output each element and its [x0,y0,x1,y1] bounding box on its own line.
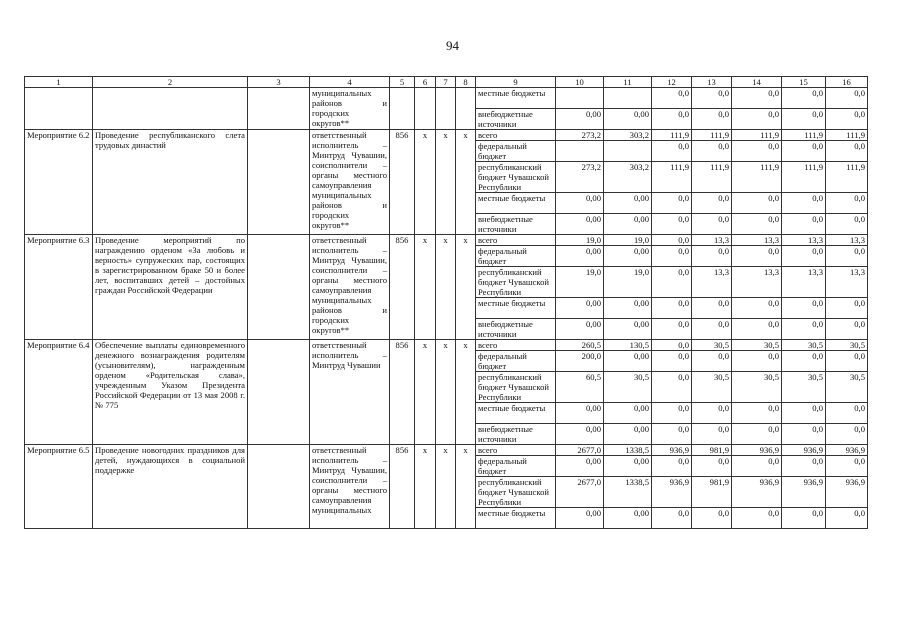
header-cell: 13 [692,77,732,88]
responsible-cell: муниципальных районов и городских округов** [310,88,390,130]
value-cell: 0,0 [652,267,692,298]
funding-source: местные бюджеты [476,403,556,424]
value-cell: 0,00 [556,508,604,529]
value-cell: 2677,0 [556,445,604,456]
code-c6: x [415,235,436,340]
table-row [25,445,868,456]
table-row [25,130,868,141]
value-cell: 0,0 [782,456,826,477]
code-cell [390,88,415,130]
value-cell: 0,0 [652,319,692,340]
event-code: Мероприятие 6.5 [25,445,93,529]
code-c7: x [436,235,456,340]
value-cell: 111,9 [732,130,782,141]
value-cell: 0,0 [732,88,782,109]
table-row [25,235,868,246]
value-cell: 0,00 [556,319,604,340]
value-cell: 111,9 [652,130,692,141]
value-cell: 0,0 [782,403,826,424]
event-code-cell [25,88,93,130]
value-cell: 0,0 [652,88,692,109]
value-cell: 0,0 [652,193,692,214]
funding-source: местные бюджеты [476,508,556,529]
value-cell: 30,5 [826,372,868,403]
value-cell: 0,0 [826,351,868,372]
code-cell [436,88,456,130]
code-cell [456,88,476,130]
responsible-cell: ответственный исполнитель – Минтруд Чувашии, соисполнители – органы местного самоуправления муниципальных [310,445,390,529]
value-cell: 0,0 [732,141,782,162]
value-cell: 30,5 [826,340,868,351]
value-cell: 0,0 [652,141,692,162]
value-cell: 0,0 [826,508,868,529]
value-cell: 13,3 [692,267,732,298]
funding-source: внебюджетные источники [476,109,556,130]
funding-source: республиканский бюджет Чувашской Республики [476,162,556,193]
value-cell: 0,0 [826,88,868,109]
value-cell: 0,00 [604,298,652,319]
value-cell: 1338,5 [604,477,652,508]
value-cell: 30,5 [782,372,826,403]
value-cell: 0,0 [826,403,868,424]
header-cell: 11 [604,77,652,88]
value-cell: 111,9 [652,162,692,193]
value-cell: 0,00 [556,298,604,319]
value-cell: 0,0 [652,214,692,235]
value-cell: 130,5 [604,340,652,351]
value-cell: 273,2 [556,162,604,193]
col3-cell [248,235,310,340]
event-code: Мероприятие 6.3 [25,235,93,340]
value-cell: 0,0 [652,372,692,403]
value-cell: 0,00 [604,351,652,372]
col3-cell [248,88,310,130]
value-cell: 0,0 [826,214,868,235]
header-cell: 6 [415,77,436,88]
value-cell: 0,0 [692,351,732,372]
funding-source: всего [476,445,556,456]
value-cell [556,88,604,109]
header-cell: 8 [456,77,476,88]
value-cell: 111,9 [692,130,732,141]
value-cell: 111,9 [826,130,868,141]
code-c5: 856 [390,130,415,235]
value-cell: 0,00 [556,214,604,235]
event-name: Проведение новогодних праздников для детей, нуждающихся в социальной поддержке [93,445,248,529]
code-c5: 856 [390,340,415,445]
value-cell: 60,5 [556,372,604,403]
value-cell: 0,0 [782,246,826,267]
col3-cell [248,445,310,529]
header-cell: 15 [782,77,826,88]
value-cell: 0,0 [782,193,826,214]
value-cell: 0,0 [692,214,732,235]
value-cell: 0,00 [604,456,652,477]
value-cell: 0,0 [692,193,732,214]
value-cell: 0,0 [692,456,732,477]
value-cell: 0,0 [732,456,782,477]
code-c7: x [436,340,456,445]
header-cell: 10 [556,77,604,88]
value-cell: 0,0 [652,340,692,351]
value-cell: 0,00 [604,424,652,445]
code-c8: x [456,130,476,235]
value-cell: 30,5 [782,340,826,351]
event-name-cell [93,88,248,130]
value-cell: 0,0 [652,456,692,477]
value-cell: 0,0 [732,403,782,424]
value-cell: 0,0 [692,319,732,340]
value-cell: 303,2 [604,130,652,141]
value-cell: 0,0 [826,319,868,340]
value-cell: 0,00 [604,109,652,130]
event-code: Мероприятие 6.4 [25,340,93,445]
code-c7: x [436,130,456,235]
value-cell: 0,00 [556,403,604,424]
value-cell: 111,9 [782,130,826,141]
value-cell: 0,00 [604,246,652,267]
value-cell: 936,9 [732,477,782,508]
value-cell: 0,00 [604,319,652,340]
value-cell: 0,0 [826,424,868,445]
funding-source: республиканский бюджет Чувашской Республики [476,267,556,298]
value-cell: 30,5 [732,340,782,351]
value-cell: 0,0 [826,246,868,267]
header-cell: 5 [390,77,415,88]
value-cell: 0,0 [692,109,732,130]
value-cell: 0,0 [782,214,826,235]
value-cell: 0,0 [782,141,826,162]
code-c6: x [415,445,436,529]
value-cell: 0,0 [826,298,868,319]
value-cell: 13,3 [826,235,868,246]
funding-source: федеральный бюджет [476,141,556,162]
value-cell: 0,0 [826,109,868,130]
value-cell: 0,0 [692,246,732,267]
table-row [25,88,868,109]
code-c7: x [436,445,456,529]
header-cell: 14 [732,77,782,88]
value-cell: 13,3 [692,235,732,246]
header-cell: 12 [652,77,692,88]
value-cell: 0,0 [652,351,692,372]
header-cell: 3 [248,77,310,88]
value-cell: 0,0 [782,88,826,109]
value-cell: 0,0 [782,298,826,319]
value-cell: 273,2 [556,130,604,141]
value-cell: 2677,0 [556,477,604,508]
value-cell: 936,9 [782,445,826,456]
funding-source: республиканский бюджет Чувашской Республики [476,372,556,403]
value-cell: 19,0 [556,267,604,298]
value-cell: 19,0 [604,267,652,298]
header-cell: 1 [25,77,93,88]
value-cell: 0,0 [652,109,692,130]
code-c6: x [415,340,436,445]
value-cell: 0,0 [732,109,782,130]
value-cell: 0,0 [782,508,826,529]
value-cell: 0,0 [826,141,868,162]
page-number: 94 [446,38,459,53]
funding-source: местные бюджеты [476,298,556,319]
funding-source: федеральный бюджет [476,456,556,477]
header-cell: 2 [93,77,248,88]
value-cell: 0,0 [652,246,692,267]
value-cell: 19,0 [556,235,604,246]
header-row [25,77,868,88]
value-cell: 936,9 [782,477,826,508]
value-cell: 0,00 [556,424,604,445]
value-cell [604,88,652,109]
value-cell: 0,0 [732,298,782,319]
code-c6: x [415,130,436,235]
value-cell: 936,9 [826,477,868,508]
value-cell: 936,9 [652,477,692,508]
value-cell: 200,0 [556,351,604,372]
value-cell: 0,00 [604,193,652,214]
funding-source: всего [476,130,556,141]
value-cell: 0,0 [732,319,782,340]
funding-source: внебюджетные источники [476,214,556,235]
value-cell: 1338,5 [604,445,652,456]
value-cell: 936,9 [732,445,782,456]
value-cell: 981,9 [692,445,732,456]
value-cell: 0,0 [826,456,868,477]
value-cell: 0,0 [732,246,782,267]
table-row [25,340,868,351]
value-cell: 0,0 [692,88,732,109]
value-cell: 0,0 [692,141,732,162]
value-cell: 0,00 [604,403,652,424]
value-cell: 0,00 [556,109,604,130]
code-c8: x [456,340,476,445]
value-cell: 0,0 [826,193,868,214]
value-cell: 0,0 [782,351,826,372]
budget-table [24,76,868,529]
event-name: Обеспечение выплаты единовременного денежного вознаграждения родителям (усыновителям), награжденным орденом «Родительская слава», учрежденным Указом Президента Российской Федерации от 13 мая 2008 г. № 775 [93,340,248,445]
code-c5: 856 [390,445,415,529]
funding-source: внебюджетные источники [476,319,556,340]
value-cell: 19,0 [604,235,652,246]
value-cell: 13,3 [782,267,826,298]
value-cell: 0,0 [692,403,732,424]
value-cell: 0,0 [692,424,732,445]
value-cell: 111,9 [732,162,782,193]
col3-cell [248,340,310,445]
funding-source: республиканский бюджет Чувашской Республики [476,477,556,508]
responsible-cell: ответственный исполнитель – Минтруд Чувашии, соисполнители – органы местного самоуправления муниципальных районов и городских округов** [310,235,390,340]
funding-source: федеральный бюджет [476,351,556,372]
code-c8: x [456,445,476,529]
funding-source: всего [476,235,556,246]
value-cell: 0,00 [604,214,652,235]
value-cell: 30,5 [692,372,732,403]
value-cell: 936,9 [826,445,868,456]
value-cell: 111,9 [692,162,732,193]
code-c5: 856 [390,235,415,340]
value-cell: 303,2 [604,162,652,193]
value-cell: 30,5 [692,340,732,351]
funding-source: федеральный бюджет [476,246,556,267]
value-cell: 0,00 [556,456,604,477]
value-cell: 30,5 [732,372,782,403]
event-code: Мероприятие 6.2 [25,130,93,235]
value-cell: 0,0 [782,319,826,340]
code-cell [415,88,436,130]
value-cell: 0,0 [732,193,782,214]
code-c8: x [456,235,476,340]
value-cell: 0,00 [556,193,604,214]
value-cell: 111,9 [826,162,868,193]
value-cell: 13,3 [782,235,826,246]
value-cell: 0,0 [652,508,692,529]
value-cell: 0,0 [782,109,826,130]
value-cell: 0,0 [732,214,782,235]
value-cell [604,141,652,162]
value-cell: 0,0 [732,424,782,445]
value-cell: 981,9 [692,477,732,508]
value-cell: 0,0 [732,508,782,529]
event-name: Проведение мероприятий по награждению орденом «За любовь и верность» супружеских пар, состоящих в зарегистрированном браке 50 и более лет, воспитавших детей – достойных граждан Российской Федерации [93,235,248,340]
value-cell: 0,0 [782,424,826,445]
funding-source: местные бюджеты [476,88,556,109]
value-cell: 0,0 [692,298,732,319]
value-cell [556,141,604,162]
funding-source: внебюджетные источники [476,424,556,445]
value-cell: 0,0 [652,424,692,445]
responsible-cell: ответственный исполнитель – Минтруд Чувашии, соисполнители – органы местного самоуправления муниципальных районов и городских округов** [310,130,390,235]
header-cell: 9 [476,77,556,88]
value-cell: 936,9 [652,445,692,456]
value-cell: 260,5 [556,340,604,351]
value-cell: 0,00 [604,508,652,529]
value-cell: 111,9 [782,162,826,193]
value-cell: 13,3 [732,267,782,298]
header-cell: 4 [310,77,390,88]
funding-source: местные бюджеты [476,193,556,214]
event-name: Проведение республиканского слета трудовых династий [93,130,248,235]
value-cell: 0,0 [652,298,692,319]
responsible-cell: ответственный исполнитель – Минтруд Чувашии [310,340,390,445]
value-cell: 0,0 [652,403,692,424]
value-cell: 0,0 [652,235,692,246]
funding-source: всего [476,340,556,351]
col3-cell [248,130,310,235]
value-cell: 0,0 [732,351,782,372]
value-cell: 0,00 [556,246,604,267]
value-cell: 30,5 [604,372,652,403]
header-cell: 16 [826,77,868,88]
header-cell: 7 [436,77,456,88]
value-cell: 13,3 [826,267,868,298]
value-cell: 13,3 [732,235,782,246]
value-cell: 0,0 [692,508,732,529]
